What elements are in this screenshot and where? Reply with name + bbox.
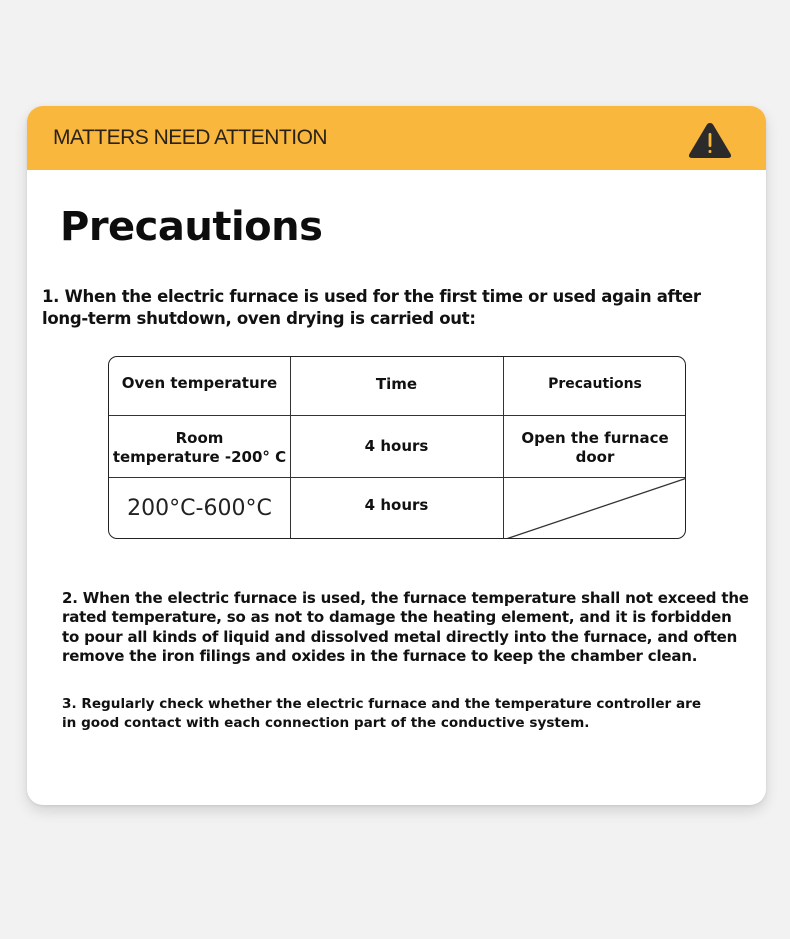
paragraph-3-line-2: in good contact with each connection part of the conductive system.	[62, 714, 590, 731]
attention-banner	[27, 106, 766, 170]
paragraph-1-line-2: long-term shutdown, oven drying is carried out:	[42, 309, 476, 328]
warning-triangle-icon	[687, 120, 733, 160]
table-row-2-time: 4 hours	[364, 496, 429, 514]
table-row-1-precautions	[503, 415, 686, 481]
paragraph-2-line-1: 2. When the electric furnace is used, the furnace temperature shall not exceed the	[62, 589, 749, 607]
table-row-1-time: 4 hours	[364, 436, 429, 455]
table-row-1-temperature	[109, 415, 290, 481]
row-1-temperature-line-2: temperature -200° C	[112, 448, 287, 466]
table-row-2-temperature: 200°C-600°C	[127, 496, 272, 521]
header-precautions: Precautions	[548, 375, 642, 392]
paragraph-1	[42, 286, 742, 330]
row-1-precautions-line-2: door	[575, 448, 615, 466]
header-oven-temperature: Oven temperature	[121, 373, 278, 392]
header-time: Time	[375, 374, 418, 393]
banner-title: MATTERS NEED ATTENTION	[53, 126, 328, 149]
row-1-precautions-line-1: Open the furnace	[521, 429, 669, 447]
paragraph-2-line-3: to pour all kinds of liquid and dissolved metal directly into the furnace, and often	[62, 627, 738, 646]
paragraph-3-line-1: 3. Regularly check whether the electric furnace and the temperature controller are	[62, 696, 702, 712]
paragraph-3	[62, 695, 752, 732]
table-row-2-empty-diagonal	[503, 477, 686, 539]
paragraph-2-line-2: rated temperature, so as not to damage the heating element, and it is forbidden	[62, 608, 732, 627]
page-title: Precautions	[60, 204, 323, 250]
paragraph-2	[62, 589, 752, 666]
paragraph-2-line-4: remove the iron filings and oxides in the furnace to keep the chamber clean.	[62, 646, 698, 665]
oven-drying-table	[108, 356, 686, 539]
paragraph-1-line-1: 1. When the electric furnace is used for the first time or used again after	[42, 287, 701, 306]
precautions-card	[27, 106, 766, 805]
row-1-temperature-line-1: Room	[175, 429, 224, 447]
